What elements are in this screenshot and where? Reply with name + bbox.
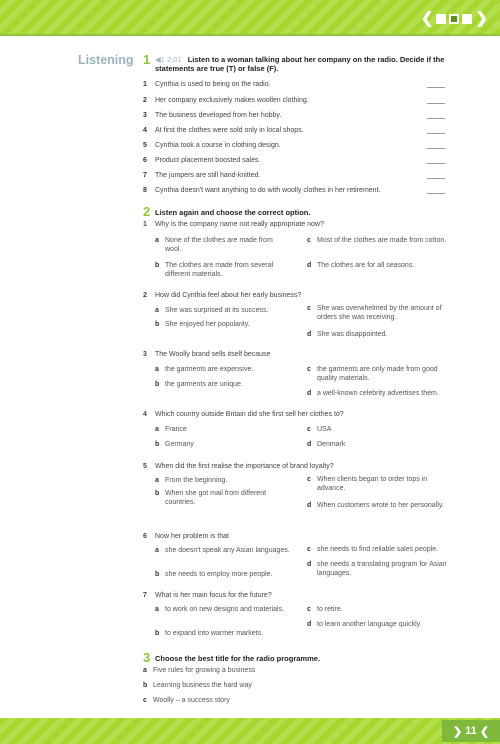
option-letter: c xyxy=(307,476,311,483)
statement-text: At first the clothes were sold only in local shops. xyxy=(155,127,304,134)
option-c[interactable] xyxy=(307,366,457,383)
option-letter: c xyxy=(143,697,147,704)
title-option[interactable] xyxy=(143,682,343,691)
option-d[interactable] xyxy=(307,561,457,578)
option-text: When customers wrote to her personally. xyxy=(317,502,444,509)
statement-item xyxy=(143,171,433,180)
statement-number: 4 xyxy=(143,127,147,134)
answer-blank[interactable] xyxy=(427,178,445,179)
option-letter: d xyxy=(307,561,312,568)
option-letter: b xyxy=(155,321,160,328)
option-text: the garments are unique. xyxy=(165,381,243,388)
question xyxy=(143,220,324,229)
option-a[interactable] xyxy=(155,426,290,435)
option-letter: a xyxy=(155,606,159,613)
option-text: She was surprised at its success. xyxy=(165,307,269,314)
option-b[interactable] xyxy=(155,381,290,390)
option-letter: a xyxy=(143,667,147,674)
option-text: USA xyxy=(317,426,332,433)
page-number-box xyxy=(442,720,500,742)
exercise-1-instruction: Listen to a woman talking about her company on the radio. Decide if the statements are true (T) or false (F). xyxy=(155,55,445,73)
bottom-banner xyxy=(0,718,500,744)
statement-text: The jumpers are still hand-knitted. xyxy=(155,172,261,179)
statement-item xyxy=(143,80,433,89)
option-a[interactable] xyxy=(155,366,290,375)
option-c[interactable] xyxy=(307,476,457,493)
statement-number: 3 xyxy=(143,112,147,119)
option-text: she needs to employ more people. xyxy=(165,571,273,578)
answer-blank[interactable] xyxy=(427,133,445,134)
option-text: The clothes are for all seasons. xyxy=(317,262,415,269)
option-text: France xyxy=(165,426,187,433)
answer-blank[interactable] xyxy=(427,118,445,119)
statement-item xyxy=(143,111,433,120)
answer-blank[interactable] xyxy=(427,87,445,88)
option-a[interactable] xyxy=(155,237,290,254)
page-number: 11 xyxy=(465,725,477,737)
option-c[interactable] xyxy=(307,237,457,246)
option-b[interactable] xyxy=(155,571,290,580)
option-b[interactable] xyxy=(155,630,290,639)
statement-number: 2 xyxy=(143,97,147,104)
question xyxy=(143,410,344,419)
option-d[interactable] xyxy=(307,502,457,511)
question-text: When did the first realise the importance of brand loyalty? xyxy=(155,463,334,470)
nav-square-icon xyxy=(462,14,472,24)
statement-number: 1 xyxy=(143,81,147,88)
question xyxy=(143,291,301,300)
option-b[interactable] xyxy=(155,441,290,450)
option-text: to retire. xyxy=(317,606,343,613)
question xyxy=(143,462,334,471)
option-c[interactable] xyxy=(307,426,457,435)
statement-text: Cynthia took a course in clothing design. xyxy=(155,142,281,149)
audio-icon[interactable]: ◀1 2.01 xyxy=(155,55,182,64)
section-label: Listening xyxy=(78,53,134,67)
exercise-1-heading xyxy=(155,55,460,73)
option-letter: c xyxy=(307,606,311,613)
option-letter: b xyxy=(155,262,160,269)
statement-item xyxy=(143,126,433,135)
question-text: How did Cynthia feel about her early business? xyxy=(155,292,302,299)
question-number: 4 xyxy=(143,411,147,418)
option-d[interactable] xyxy=(307,390,457,399)
exercise-3-number: 3 xyxy=(143,650,151,665)
option-letter: b xyxy=(155,381,160,388)
option-text: she needs a translating program for Asian languages. xyxy=(317,561,447,577)
answer-blank[interactable] xyxy=(427,103,445,104)
option-a[interactable] xyxy=(155,547,290,556)
option-text: to work on new designs and materials. xyxy=(165,606,285,613)
option-text: Five rules for growing a business xyxy=(153,667,256,674)
question-text: Now her problem is that xyxy=(155,533,229,540)
option-text: Germany xyxy=(165,441,194,448)
statement-text: Cynthia doesn't want anything to do with woolly clothes in her retirement. xyxy=(155,187,381,194)
question xyxy=(143,350,270,359)
option-text: She enjoyed her popularity. xyxy=(165,321,250,328)
title-option[interactable] xyxy=(143,697,343,706)
next-page-icon[interactable]: ❮ xyxy=(479,725,490,738)
option-c[interactable] xyxy=(307,546,457,555)
option-letter: c xyxy=(307,426,311,433)
page-navigation xyxy=(420,10,488,27)
statement-item xyxy=(143,96,433,105)
statement-number: 6 xyxy=(143,157,147,164)
option-text: She was overwhelmed by the amount of orders she was receiving. xyxy=(317,305,442,321)
question-number: 5 xyxy=(143,463,147,470)
option-letter: d xyxy=(307,621,312,628)
statement-text: Cynthia is used to being on the radio. xyxy=(155,81,271,88)
option-text: she needs to find reliable sales people. xyxy=(317,546,439,553)
option-text: From the beginning. xyxy=(165,477,228,484)
option-text: Most of the clothes are made from cotton. xyxy=(317,237,447,244)
exercise-3-heading: Choose the best title for the radio programme. xyxy=(155,654,321,663)
option-c[interactable] xyxy=(307,305,457,322)
statement-item xyxy=(143,156,433,165)
option-text: None of the clothes are made from wool. xyxy=(165,237,273,253)
statement-number: 8 xyxy=(143,187,147,194)
top-divider xyxy=(0,34,500,36)
exercise-1-number: 1 xyxy=(143,52,151,67)
option-text: to learn another language quickly. xyxy=(317,621,422,628)
question-number: 7 xyxy=(143,592,147,599)
question-number: 6 xyxy=(143,533,147,540)
option-text: Learning business the hard way xyxy=(153,682,252,689)
next-arrow-icon[interactable]: ❯ xyxy=(475,10,488,27)
question-text: What is her main focus for the future? xyxy=(155,592,272,599)
answer-blank[interactable] xyxy=(427,163,445,164)
option-text: she doesn't speak any Asian languages. xyxy=(165,547,290,554)
option-text: The clothes are made from several different materials. xyxy=(165,262,274,278)
statement-item xyxy=(143,186,433,195)
question xyxy=(143,532,229,541)
option-b[interactable] xyxy=(155,262,290,279)
option-letter: a xyxy=(155,426,159,433)
option-letter: d xyxy=(307,331,312,338)
option-a[interactable] xyxy=(155,606,290,615)
answer-blank[interactable] xyxy=(427,148,445,149)
question xyxy=(143,591,272,600)
question-number: 2 xyxy=(143,292,147,299)
question-text: Why is the company name not really appropriate now? xyxy=(155,221,324,228)
option-letter: b xyxy=(155,630,160,637)
answer-blank[interactable] xyxy=(427,193,445,194)
option-text: Denmark xyxy=(317,441,346,448)
nav-square-icon xyxy=(436,14,446,24)
option-letter: d xyxy=(307,390,312,397)
nav-square-active-icon xyxy=(449,14,459,24)
option-d[interactable] xyxy=(307,621,457,630)
option-d[interactable] xyxy=(307,331,457,340)
option-d[interactable] xyxy=(307,262,457,271)
statement-text: Product placement boosted sales. xyxy=(155,157,261,164)
option-letter: c xyxy=(307,305,311,312)
statement-text: The business developed from her hobby. xyxy=(155,112,282,119)
option-letter: b xyxy=(143,682,148,689)
title-option[interactable] xyxy=(143,667,343,676)
option-text: a well-known celebrity advertises them. xyxy=(317,390,439,397)
option-letter: b xyxy=(155,441,160,448)
option-text: to expand into warmer markets. xyxy=(165,630,264,637)
option-text: When clients began to order tops in advance. xyxy=(317,476,428,492)
option-letter: c xyxy=(307,546,311,553)
option-letter: a xyxy=(155,366,159,373)
prev-arrow-icon[interactable]: ❮ xyxy=(420,10,434,27)
statement-number: 5 xyxy=(143,142,147,149)
option-letter: c xyxy=(307,366,311,373)
prev-page-icon[interactable]: ❯ xyxy=(452,725,463,738)
option-text: the garments are only made from good quality materials. xyxy=(317,366,438,382)
option-text: When she got mail from different countries. xyxy=(165,490,267,506)
option-letter: d xyxy=(307,262,312,269)
question-number: 1 xyxy=(143,221,147,228)
exercise-2-number: 2 xyxy=(143,204,151,219)
option-letter: b xyxy=(155,490,160,497)
statement-item xyxy=(143,141,433,150)
option-a[interactable] xyxy=(155,307,290,316)
option-letter: d xyxy=(307,441,312,448)
option-d[interactable] xyxy=(307,441,457,450)
option-b[interactable] xyxy=(155,490,290,507)
question-number: 3 xyxy=(143,351,147,358)
option-text: the garments are expensive. xyxy=(165,366,254,373)
exercise-2-heading: Listen again and choose the correct option. xyxy=(155,208,311,217)
statement-text: Her company exclusively makes woollen clothing. xyxy=(155,97,309,104)
option-c[interactable] xyxy=(307,606,457,615)
option-letter: a xyxy=(155,477,159,484)
option-text: She was disappointed. xyxy=(317,331,388,338)
option-b[interactable] xyxy=(155,321,290,330)
question-text: The Woolly brand sells itself because xyxy=(155,351,271,358)
option-letter: a xyxy=(155,237,159,244)
option-letter: a xyxy=(155,547,159,554)
option-a[interactable] xyxy=(155,477,290,486)
statement-number: 7 xyxy=(143,172,147,179)
option-letter: c xyxy=(307,237,311,244)
question-text: Which country outside Britain did she first sell her clothes to? xyxy=(155,411,344,418)
option-letter: a xyxy=(155,307,159,314)
option-text: Woolly – a success story xyxy=(153,697,230,704)
option-letter: b xyxy=(155,571,160,578)
option-letter: d xyxy=(307,502,312,509)
